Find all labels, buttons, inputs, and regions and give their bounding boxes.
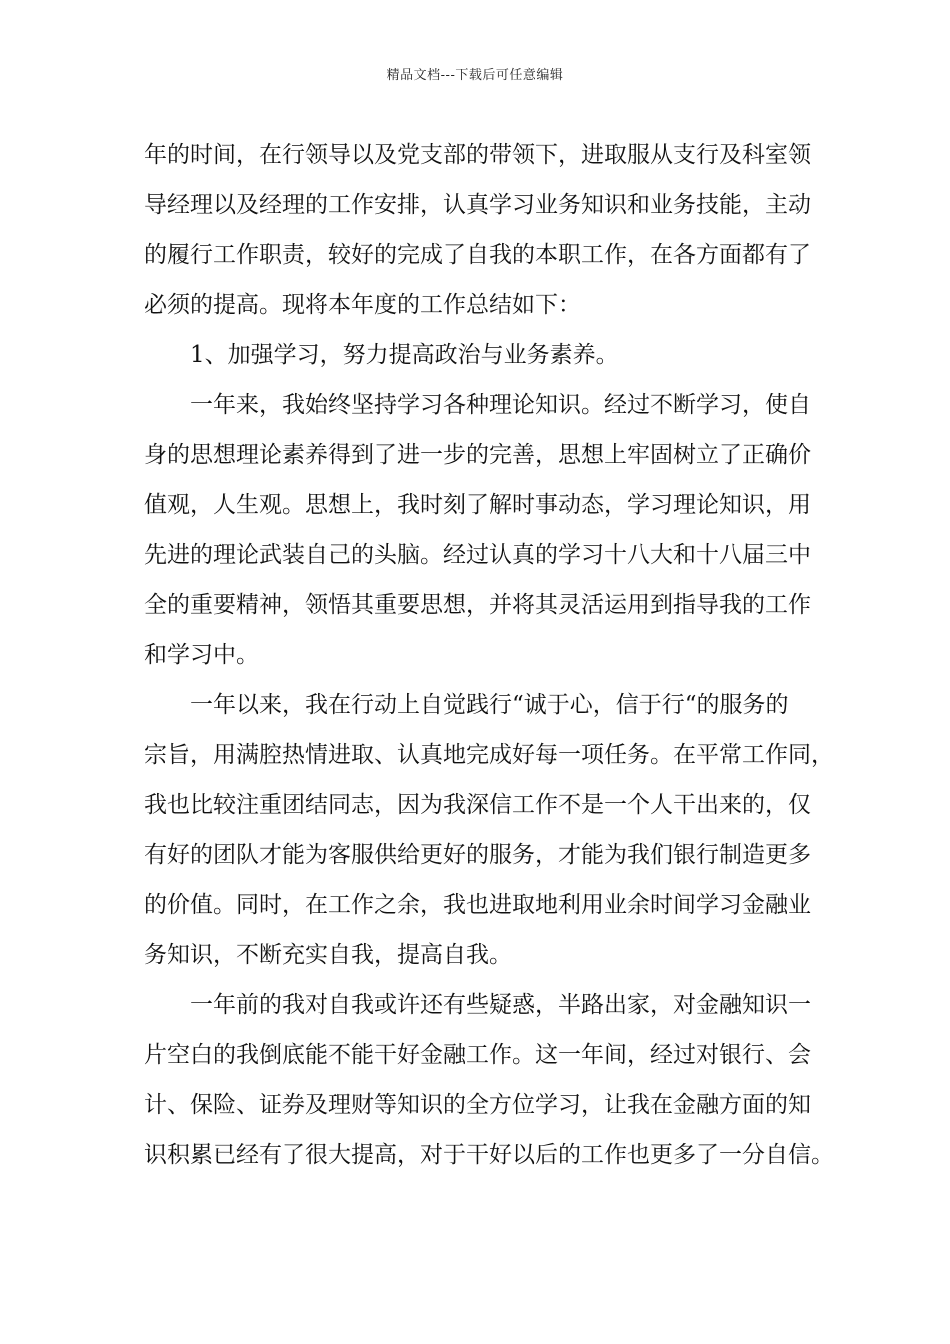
text-line: 的履行工作职责，较好的完成了自我的本职工作，在各方面都有了 bbox=[144, 242, 811, 268]
text-line: 身的思想理论素养得到了进一步的完善，思想上牢固树立了正确价 bbox=[144, 442, 811, 468]
paragraph-intro bbox=[144, 130, 824, 330]
paragraph-finance bbox=[144, 980, 834, 1180]
text-line: 我也比较注重团结同志，因为我深信工作不是一个人干出来的，仅 bbox=[144, 792, 811, 818]
text-line: 全的重要精神，领悟其重要思想，并将其灵活运用到指导我的工作 bbox=[144, 592, 811, 618]
text-line: 一年来，我始终坚持学习各种理论知识。经过不断学习，使自 bbox=[190, 392, 811, 418]
text-line: 和学习中。 bbox=[144, 642, 259, 668]
text-line: 片空白的我倒底能不能干好金融工作。这一年间，经过对银行、会 bbox=[144, 1042, 811, 1068]
text-line: 必须的提高。现将本年度的工作总结如下： bbox=[144, 292, 581, 318]
text-line: 计、保险、证券及理财等知识的全方位学习，让我在金融方面的知 bbox=[144, 1092, 811, 1118]
text-line: 识积累已经有了很大提高，对于干好以后的工作也更多了一分自信。 bbox=[144, 1142, 834, 1168]
text-line: 一年以来，我在行动上自觉践行“诚于心，信于行“的服务的 bbox=[190, 692, 789, 718]
text-line: 导经理以及经理的工作安排，认真学习业务知识和业务技能，主动 bbox=[144, 192, 811, 218]
paragraph-service bbox=[144, 680, 834, 980]
text-line: 务知识，不断充实自我，提高自我。 bbox=[144, 942, 512, 968]
page-header: 精品文档---下载后可任意编辑 bbox=[386, 68, 564, 83]
text-line: 一年前的我对自我或许还有些疑惑，半路出家，对金融知识一 bbox=[190, 992, 811, 1018]
text-line: 值观，人生观。思想上，我时刻了解时事动态，学习理论知识，用 bbox=[144, 492, 811, 518]
text-line: 1、加强学习，努力提高政治与业务素养。 bbox=[190, 342, 619, 368]
text-line: 有好的团队才能为客服供给更好的服务，才能为我们银行制造更多 bbox=[144, 842, 811, 868]
text-line: 年的时间，在行领导以及党支部的带领下，进取服从支行及科室领 bbox=[144, 142, 811, 168]
text-line: 的价值。同时，在工作之余，我也进取地利用业余时间学习金融业 bbox=[144, 892, 811, 918]
text-line: 宗旨，用满腔热情进取、认真地完成好每一项任务。在平常工作同， bbox=[144, 742, 834, 768]
section-heading bbox=[144, 330, 824, 380]
paragraph-study bbox=[144, 380, 824, 680]
document-body bbox=[144, 130, 834, 1180]
text-line: 先进的理论武装自己的头脑。经过认真的学习十八大和十八届三中 bbox=[144, 542, 811, 568]
